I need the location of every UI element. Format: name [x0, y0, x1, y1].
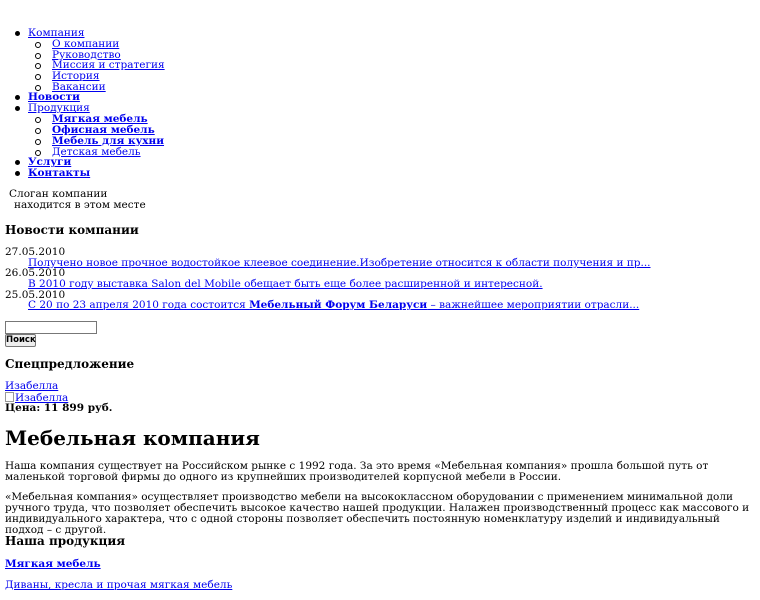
- broken-image-icon: [5, 392, 14, 402]
- menu-link-products[interactable]: Продукция: [28, 102, 90, 115]
- slogan-line-1: Слоган компании: [9, 188, 108, 200]
- menu-item-products: [0, 103, 165, 157]
- menu-link-news[interactable]: Новости: [28, 91, 80, 104]
- main-menu: [0, 28, 165, 179]
- menu-link-history[interactable]: История: [52, 70, 100, 83]
- circle-bullet-icon: [35, 85, 41, 91]
- circle-bullet-icon: [35, 53, 41, 59]
- product-title-link[interactable]: Мягкая мебель: [5, 558, 101, 570]
- submenu-company: [28, 39, 165, 92]
- menu-item-contacts: [0, 168, 165, 179]
- menu-link-services[interactable]: Услуги: [28, 156, 72, 169]
- intro-paragraph: Наша компания существует на Российском рынке с 1992 года. За это время «Мебельная компания» прошла большой путь от маленькой торговой фирмы до одного из крупнейших производителей корпусной мебели в России.: [5, 460, 709, 483]
- menu-link-soft-furniture[interactable]: Мягкая мебель: [52, 113, 148, 126]
- bullet-icon: [15, 31, 20, 36]
- menu-link-about[interactable]: О компании: [52, 38, 120, 50]
- special-heading: Спецпредложение: [5, 357, 135, 371]
- page-title: Мебельная компания: [5, 426, 260, 450]
- menu-item-company: [0, 28, 165, 92]
- circle-bullet-icon: [35, 42, 41, 48]
- product-desc-link[interactable]: Диваны, кресла и прочая мягкая мебель: [5, 579, 233, 591]
- bullet-icon: [15, 95, 20, 100]
- circle-bullet-icon: [35, 63, 41, 69]
- news-date: 25.05.2010: [5, 289, 66, 301]
- menu-link-vacancies[interactable]: Вакансии: [52, 80, 106, 93]
- menu-link-company[interactable]: Компания: [28, 27, 85, 39]
- circle-bullet-icon: [35, 74, 41, 80]
- menu-link-mission[interactable]: Миссия и стратегия: [52, 59, 165, 72]
- news-date: 27.05.2010: [5, 246, 66, 258]
- products-heading: Наша продукция: [5, 534, 126, 548]
- menu-link-kitchen-furniture[interactable]: Мебель для кухни: [52, 134, 165, 147]
- special-price: Цена: 11 899 руб.: [5, 402, 113, 414]
- bullet-icon: [15, 106, 20, 111]
- news-link-bold: Мебельный Форум Беларуси: [249, 299, 428, 311]
- news-link[interactable]: [28, 300, 639, 311]
- circle-bullet-icon: [35, 128, 41, 134]
- slogan-line-2: находится в этом месте: [14, 199, 146, 211]
- search-button[interactable]: Поиск: [6, 335, 36, 345]
- news-link-text: С 20 по 23 апреля 2010 года состоится: [28, 299, 250, 311]
- circle-bullet-icon: [35, 139, 41, 145]
- submenu-products: [28, 114, 165, 157]
- news-date: 26.05.2010: [5, 267, 66, 279]
- menu-link-contacts[interactable]: Контакты: [28, 167, 91, 180]
- circle-bullet-icon: [35, 117, 41, 123]
- news-link-text-end: – важнейшее мероприятии отрасли...: [427, 299, 640, 311]
- production-paragraph: «Мебельная компания» осуществляет производство мебели на высококлассном оборудовании с применением минимальной доли ручного труда, что позволяет обеспечить высокое качество нашей продукции. Налажен производственный процесс как массового и индивидуального характера, что с одной стороны позволяет обеспечить постоянную номенклатуру изделий и индивидуальный подход – с другой.: [5, 491, 750, 536]
- special-image-alt: Изабелла: [15, 392, 69, 404]
- special-link[interactable]: Изабелла: [5, 380, 59, 392]
- search-input[interactable]: [5, 321, 97, 334]
- menu-link-management[interactable]: Руководство: [52, 48, 121, 61]
- news-link[interactable]: В 2010 году выставка Salon del Mobile обещает быть еще более расширенной и интересной.: [28, 278, 543, 290]
- news-heading: Новости компании: [5, 223, 139, 237]
- bullet-icon: [15, 171, 20, 176]
- menu-link-office-furniture[interactable]: Офисная мебель: [52, 124, 155, 137]
- bullet-icon: [15, 160, 20, 165]
- circle-bullet-icon: [35, 150, 41, 156]
- news-link[interactable]: Получено новое прочное водостойкое клеевое соединение.Изобретение относится к области получения и пр...: [28, 257, 651, 269]
- menu-link-kids-furniture[interactable]: Детская мебель: [52, 145, 141, 158]
